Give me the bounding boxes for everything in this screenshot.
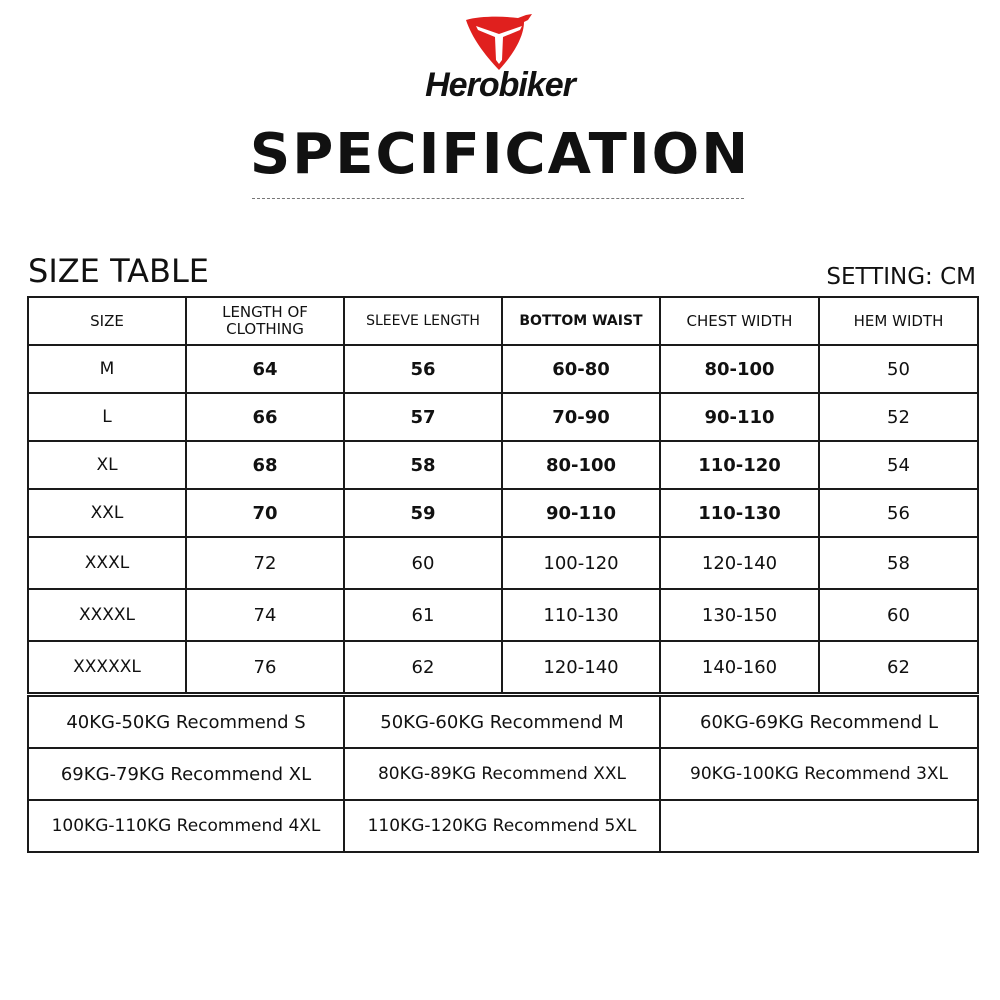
length-cell: 66 <box>186 393 344 441</box>
size-cell: XXXXXL <box>28 641 186 693</box>
recommendation-cell: 80KG-89KG Recommend XXL <box>344 748 660 800</box>
waist-cell: 90-110 <box>502 489 660 537</box>
waist-cell: 60-80 <box>502 345 660 393</box>
recommendation-cell: 60KG-69KG Recommend L <box>660 696 978 748</box>
recommendation-row <box>28 748 978 800</box>
chest-cell: 110-120 <box>660 441 819 489</box>
title-divider <box>252 198 744 199</box>
sleeve-cell: 61 <box>344 589 502 641</box>
hem-cell: 52 <box>819 393 978 441</box>
sleeve-cell: 57 <box>344 393 502 441</box>
hem-cell: 60 <box>819 589 978 641</box>
length-cell: 64 <box>186 345 344 393</box>
hem-cell: 62 <box>819 641 978 693</box>
column-header-chest-width: CHEST WIDTH <box>660 297 819 345</box>
waist-cell: 100-120 <box>502 537 660 589</box>
length-cell: 68 <box>186 441 344 489</box>
recommendation-cell-empty <box>660 800 978 852</box>
length-cell: 70 <box>186 489 344 537</box>
sleeve-cell: 59 <box>344 489 502 537</box>
hem-cell: 54 <box>819 441 978 489</box>
length-cell: 72 <box>186 537 344 589</box>
waist-cell: 110-130 <box>502 589 660 641</box>
size-table-heading: SIZE TABLE <box>28 252 210 290</box>
recommendation-row <box>28 800 978 852</box>
chest-cell: 120-140 <box>660 537 819 589</box>
sleeve-cell: 60 <box>344 537 502 589</box>
size-cell: XXXL <box>28 537 186 589</box>
table-row <box>28 489 978 537</box>
page-title: SPECIFICATION <box>249 122 751 187</box>
table-row <box>28 393 978 441</box>
chest-cell: 140-160 <box>660 641 819 693</box>
hem-cell: 56 <box>819 489 978 537</box>
size-cell: XXXXL <box>28 589 186 641</box>
size-cell: M <box>28 345 186 393</box>
chest-cell: 130-150 <box>660 589 819 641</box>
table-row <box>28 641 978 693</box>
table-header-row <box>28 297 978 345</box>
brand-name: Herobiker <box>425 66 575 104</box>
table-row <box>28 345 978 393</box>
column-header-length-of-clothing: LENGTH OF CLOTHING <box>186 297 344 345</box>
hem-cell: 58 <box>819 537 978 589</box>
recommendation-cell: 50KG-60KG Recommend M <box>344 696 660 748</box>
hem-cell: 50 <box>819 345 978 393</box>
herobiker-logo-icon <box>462 14 536 72</box>
recommendation-cell: 69KG-79KG Recommend XL <box>28 748 344 800</box>
waist-cell: 120-140 <box>502 641 660 693</box>
waist-cell: 70-90 <box>502 393 660 441</box>
column-header-bottom-waist: BOTTOM WAIST <box>502 297 660 345</box>
sleeve-cell: 58 <box>344 441 502 489</box>
weight-recommendation-table <box>27 695 979 853</box>
size-cell: L <box>28 393 186 441</box>
column-header-sleeve-length: SLEEVE LENGTH <box>344 297 502 345</box>
length-cell: 76 <box>186 641 344 693</box>
sleeve-cell: 56 <box>344 345 502 393</box>
table-row <box>28 589 978 641</box>
chest-cell: 80-100 <box>660 345 819 393</box>
chest-cell: 110-130 <box>660 489 819 537</box>
size-cell: XXL <box>28 489 186 537</box>
size-table <box>27 296 979 694</box>
table-row <box>28 441 978 489</box>
chest-cell: 90-110 <box>660 393 819 441</box>
waist-cell: 80-100 <box>502 441 660 489</box>
column-header-hem-width: HEM WIDTH <box>819 297 978 345</box>
recommendation-cell: 110KG-120KG Recommend 5XL <box>344 800 660 852</box>
recommendation-cell: 90KG-100KG Recommend 3XL <box>660 748 978 800</box>
unit-setting: SETTING: CM <box>826 264 976 290</box>
recommendation-cell: 40KG-50KG Recommend S <box>28 696 344 748</box>
length-cell: 74 <box>186 589 344 641</box>
size-cell: XL <box>28 441 186 489</box>
column-header-size: SIZE <box>28 297 186 345</box>
table-row <box>28 537 978 589</box>
recommendation-cell: 100KG-110KG Recommend 4XL <box>28 800 344 852</box>
sleeve-cell: 62 <box>344 641 502 693</box>
recommendation-row <box>28 696 978 748</box>
